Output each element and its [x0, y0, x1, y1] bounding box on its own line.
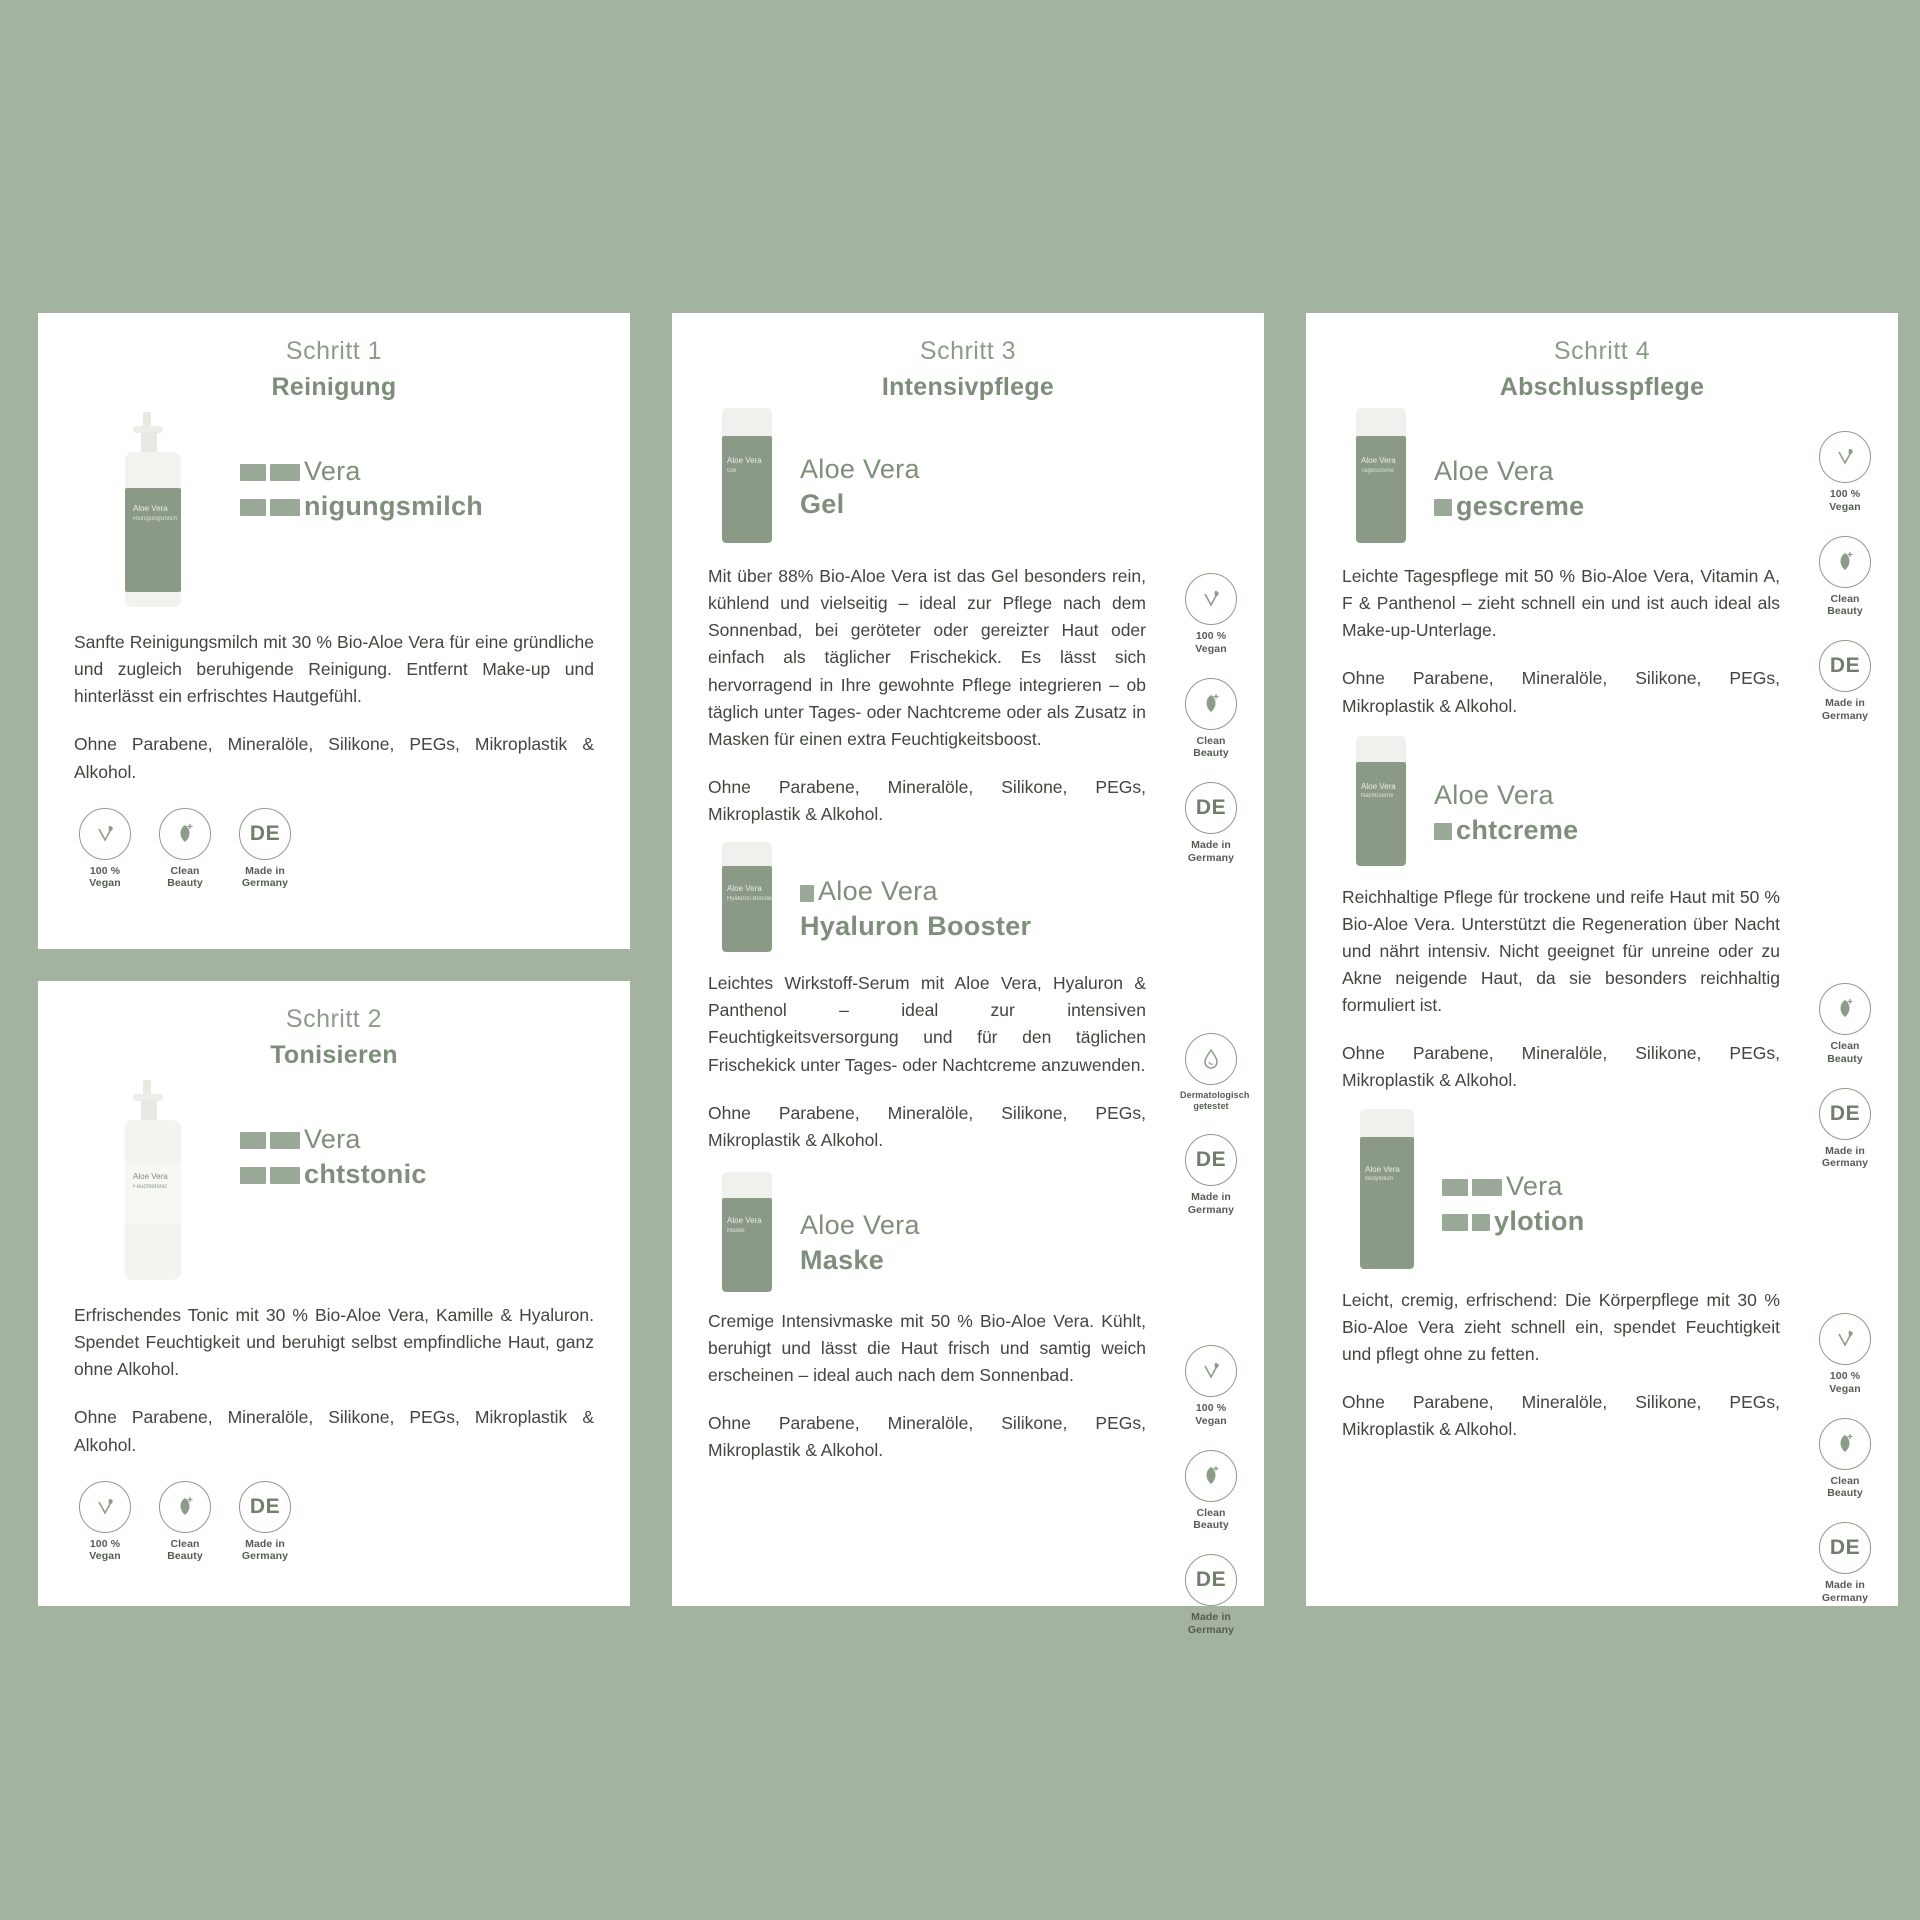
badge-column: [1180, 573, 1242, 865]
badge-made-in-germany: [234, 808, 296, 891]
bottle-label-product: Hyaluron Booster: [727, 895, 774, 902]
badge-made-in-germany: [1180, 1554, 1242, 1637]
brand-text: Vera: [1506, 1170, 1563, 1201]
badge-line1: Made in: [245, 1537, 285, 1550]
product-title-group: [240, 412, 483, 522]
card-header: [38, 313, 630, 402]
masked-block: [1434, 499, 1452, 516]
product-image: [1342, 1109, 1432, 1269]
masked-block: [270, 1132, 300, 1149]
badge-line1: Clean: [1830, 1040, 1860, 1052]
step-label: Schritt 4: [1553, 337, 1651, 365]
product-text: nigungsmilch: [304, 491, 484, 521]
bottle-label-product: Reinigungsmilch: [133, 515, 178, 522]
badge-line1: Dermatologisch: [1180, 1090, 1250, 1100]
leaf-plus-icon: [1185, 1450, 1237, 1502]
product-name-line: [1434, 815, 1578, 846]
bottle-hyaluron-booster: [716, 842, 778, 952]
product-title-group: [800, 1172, 920, 1276]
product-block: [1306, 402, 1898, 720]
product-name-line: [240, 491, 483, 522]
product-title-group: [240, 1080, 427, 1190]
bottle-label-product: Gel: [727, 467, 737, 474]
leaf-plus-icon: [1819, 1418, 1871, 1470]
de-mark: DE: [249, 821, 281, 845]
product-free-from: Ohne Parabene, Mineralöle, Silikone, PEGs, Mikroplastik & Alkohol.: [708, 1413, 1146, 1461]
product-text: gescreme: [1456, 491, 1585, 521]
card-header: [38, 981, 630, 1070]
product-block: [38, 402, 630, 890]
badge-line1: Made in: [1825, 1579, 1865, 1592]
card-header: [672, 313, 1264, 402]
leaf-plus-icon: [159, 808, 211, 860]
badge-line1: 100 %: [89, 864, 121, 877]
badge-line1: Clean: [170, 1537, 200, 1550]
bottle-bodylotion: [1352, 1109, 1422, 1269]
product-brand-line: [800, 876, 1031, 907]
leaf-plus-icon: [159, 1481, 211, 1533]
product-description: Reichhaltige Pflege für trockene und reife Haut mit 50 % Bio-Aloe Vera. Unterstützt die Regeneration über Nacht und nährt intensiv. Nicht geeignet für unreine oder zu Akne neigende Haut, da sie besonders reichhaltig formuliert ist.: [1342, 886, 1780, 1016]
bottle-label-brand: Aloe Vera: [727, 884, 762, 894]
bottle-label-brand: Aloe Vera: [1361, 456, 1396, 465]
badge-line2: Beauty: [1193, 747, 1229, 760]
de-mark: DE: [1829, 1101, 1861, 1125]
bottle-label-brand: Aloe Vera: [133, 1172, 168, 1181]
product-block: [672, 402, 1264, 828]
badge-line2: getestet: [1193, 1100, 1229, 1111]
product-free-from: Ohne Parabene, Mineralöle, Silikone, PEGs, Mikroplastik & Alkohol.: [74, 1407, 594, 1455]
masked-block: [1434, 823, 1452, 840]
leaf-v-icon: [1819, 431, 1871, 483]
bottle-label-product: Feuchtetonic: [133, 1183, 168, 1190]
badge-vegan: [1180, 1345, 1242, 1428]
product-block: [1306, 720, 1898, 1095]
product-brand-line: [240, 456, 483, 487]
leaf-plus-icon: [1185, 678, 1237, 730]
bottle-tonic: [117, 1080, 191, 1280]
badge-line1: Made in: [245, 864, 285, 877]
step-title: Reinigung: [271, 373, 397, 401]
badge-vegan: [74, 808, 136, 891]
badge-line1: Clean: [1196, 734, 1226, 747]
badge-made-in-germany: [1814, 1522, 1876, 1605]
badge-column: [1814, 1313, 1876, 1605]
bottle-cleansing-milk: [117, 412, 191, 607]
product-name-line: [1434, 491, 1585, 522]
product-block: [38, 1070, 630, 1563]
badge-line2: Vegan: [1195, 642, 1227, 655]
badge-line1: Made in: [1191, 1611, 1231, 1624]
card-step-2: [38, 981, 630, 1606]
badge-column: [1180, 1345, 1242, 1637]
product-free-from: Ohne Parabene, Mineralöle, Silikone, PEGs, Mikroplastik & Alkohol.: [74, 734, 594, 782]
bottle-maske: [716, 1172, 778, 1292]
product-image: [708, 408, 786, 543]
product-image: [74, 412, 234, 607]
leaf-v-icon: [1819, 1313, 1871, 1365]
bottle-nachtcreme: [1350, 736, 1412, 866]
product-free-from: Ohne Parabene, Mineralöle, Silikone, PEGs, Mikroplastik & Alkohol.: [1342, 1391, 1780, 1439]
product-name-line: Gel: [800, 489, 845, 519]
badge-clean-beauty: [1814, 983, 1876, 1066]
leaf-v-icon: [1185, 573, 1237, 625]
de-mark: DE: [1829, 1536, 1861, 1560]
de-mark: DE: [1195, 796, 1227, 820]
product-name-line: Maske: [800, 1244, 885, 1275]
badge-clean-beauty: [154, 1481, 216, 1564]
product-title-group: [1442, 1109, 1585, 1237]
product-block: [672, 1154, 1264, 1465]
badge-line2: Vegan: [89, 1550, 121, 1563]
badge-row: [74, 808, 594, 891]
badge-line2: Beauty: [167, 1550, 203, 1563]
step-label: Schritt 1: [285, 337, 383, 365]
product-brand-line: [1442, 1171, 1585, 1202]
bottle-label-brand: Aloe Vera: [133, 504, 168, 513]
badge-vegan: [1814, 431, 1876, 514]
bottle-label-brand: Aloe Vera: [727, 456, 762, 465]
product-block: [672, 828, 1264, 1154]
product-free-from: Ohne Parabene, Mineralöle, Silikone, PEGs, Mikroplastik & Alkohol.: [1342, 1043, 1780, 1091]
badge-line1: 100 %: [1829, 1370, 1861, 1382]
badge-line1: 100 %: [1195, 630, 1227, 642]
de-mark: DE: [1195, 1568, 1227, 1592]
badge-line1: Clean: [1830, 592, 1860, 605]
badge-line2: Beauty: [167, 877, 203, 890]
masked-block: [1442, 1179, 1468, 1196]
badge-line2: Beauty: [1193, 1519, 1229, 1532]
product-title-group: [800, 842, 1031, 942]
badge-made-in-germany: [1814, 640, 1876, 723]
badge-line2: Germany: [1187, 851, 1235, 864]
product-brand-line: [240, 1124, 427, 1155]
badge-line1: Made in: [1825, 697, 1865, 710]
masked-block: [1442, 1214, 1468, 1231]
step-title: Abschlusspflege: [1499, 373, 1705, 401]
product-title-group: [1434, 408, 1585, 522]
bottle-label-product: Bodylotion: [1365, 1176, 1394, 1183]
masked-block: [240, 464, 266, 481]
masked-block: [270, 464, 300, 481]
product-description: Erfrischendes Tonic mit 30 % Bio-Aloe Vera, Kamille & Hyaluron. Spendet Feuchtigkeit und beruhigt selbst empfindliche Haut, ganz ohne Alkohol.: [74, 1305, 594, 1380]
step-title: Tonisieren: [270, 1041, 398, 1069]
product-text: chtcreme: [1456, 814, 1579, 845]
product-description: Leicht, cremig, erfrischend: Die Körperpflege mit 30 % Bio-Aloe Vera zieht schnell ein, spendet Feuchtigkeit und pflegt ohne zu fetten.: [1342, 1289, 1780, 1364]
step-label: Schritt 3: [919, 337, 1017, 365]
badge-clean-beauty: [1814, 536, 1876, 619]
bottle-label-product: Nachtcreme: [1361, 793, 1394, 800]
product-image: [1342, 408, 1420, 543]
product-title-group: [800, 408, 920, 520]
de-icon: [1819, 640, 1871, 692]
badge-line1: Made in: [1191, 839, 1231, 852]
masked-block: [270, 499, 300, 516]
droplet-icon: [1185, 1033, 1237, 1085]
product-brand-line: Aloe Vera: [800, 454, 920, 484]
card-header: [1306, 313, 1898, 402]
de-icon: [1185, 1554, 1237, 1606]
badge-line2: Germany: [1187, 1203, 1235, 1216]
badge-line1: Made in: [1191, 1190, 1231, 1203]
badge-line1: 100 %: [89, 1537, 121, 1550]
product-brand-line: Aloe Vera: [1434, 456, 1554, 486]
masked-block: [1472, 1179, 1502, 1196]
badge-row: [74, 1481, 594, 1564]
product-free-from: Ohne Parabene, Mineralöle, Silikone, PEGs, Mikroplastik & Alkohol.: [708, 776, 1146, 824]
badge-line2: Germany: [1821, 1157, 1869, 1170]
product-free-from: Ohne Parabene, Mineralöle, Silikone, PEGs, Mikroplastik & Alkohol.: [1342, 668, 1780, 716]
badge-vegan: [1180, 573, 1242, 656]
badge-line2: Vegan: [1829, 1382, 1861, 1395]
badge-line1: Clean: [1196, 1506, 1226, 1519]
badge-dermatologically-tested: [1180, 1033, 1250, 1112]
de-icon: [239, 808, 291, 860]
badge-line2: Beauty: [1827, 1052, 1863, 1065]
product-name-line: [240, 1159, 427, 1190]
badge-line2: Germany: [241, 1550, 289, 1563]
brand-text: Vera: [304, 456, 361, 486]
step-label: Schritt 2: [285, 1005, 383, 1033]
badge-clean-beauty: [1814, 1418, 1876, 1501]
badge-clean-beauty: [154, 808, 216, 891]
brand-text: Vera: [304, 1124, 361, 1154]
brand-text: Aloe Vera: [818, 876, 938, 907]
product-brand-line: Aloe Vera: [800, 1209, 920, 1240]
product-description: Sanfte Reinigungsmilch mit 30 % Bio-Aloe Vera für eine gründliche und zugleich beruhigende Reinigung. Entfernt Make-up und hinterlässt ein erfrischtes Hautgefühl.: [74, 632, 594, 707]
product-free-from: Ohne Parabene, Mineralöle, Silikone, PEGs, Mikroplastik & Alkohol.: [708, 1102, 1146, 1150]
badge-line1: Clean: [1830, 1474, 1860, 1487]
badge-line1: 100 %: [1829, 488, 1861, 500]
badge-line2: Germany: [241, 877, 289, 890]
card-step-4: [1306, 313, 1898, 1606]
bottle-label-product: Tagescreme: [1361, 467, 1394, 474]
bottle-tagescreme: [1350, 408, 1412, 543]
badge-line1: 100 %: [1195, 1402, 1227, 1414]
de-icon: [1185, 782, 1237, 834]
badge-clean-beauty: [1180, 1450, 1242, 1533]
de-icon: [1819, 1522, 1871, 1574]
badge-vegan: [1814, 1313, 1876, 1396]
product-image: [74, 1080, 234, 1280]
step-title: Intensivpflege: [881, 373, 1055, 401]
bottle-label-brand: Aloe Vera: [727, 1215, 762, 1225]
badge-line2: Vegan: [1829, 500, 1861, 513]
bottle-label-brand: Aloe Vera: [1361, 781, 1396, 791]
bottle-label-product: Maske: [727, 1227, 745, 1234]
product-description: Leichte Tagespflege mit 50 % Bio-Aloe Vera, Vitamin A, F & Panthenol – zieht schnell ein und ist auch ideal als Make-up-Unterlage.: [1342, 566, 1780, 641]
product-name-line: [1442, 1206, 1585, 1237]
leaf-plus-icon: [1819, 983, 1871, 1035]
badge-line2: Germany: [1187, 1623, 1235, 1636]
product-description: Mit über 88% Bio-Aloe Vera ist das Gel besonders rein, kühlend und vielseitig – ideal zur Pflege nach dem Sonnenbad, bei geröteter oder gereizter Haut oder einfach als täglicher Frischekick. Es lässt sich hervorragend in Ihre gewohnte Pflege integrieren – ob täglich unter Tages- oder Nachtcreme oder als Zusatz in Masken für einen extra Feuchtigkeitsboost.: [708, 566, 1146, 749]
badge-line1: Made in: [1825, 1144, 1865, 1157]
de-mark: DE: [249, 1494, 281, 1518]
leaf-v-icon: [79, 808, 131, 860]
product-title-group: [1434, 736, 1578, 846]
product-block: [1306, 1095, 1898, 1444]
masked-block: [240, 499, 266, 516]
leaf-v-icon: [79, 1481, 131, 1533]
badge-line1: Clean: [170, 864, 200, 877]
badge-line2: Beauty: [1827, 605, 1863, 618]
product-image: [1342, 736, 1420, 866]
badge-line2: Beauty: [1827, 1487, 1863, 1500]
product-image: [708, 842, 786, 952]
masked-block: [800, 885, 814, 902]
de-mark: DE: [1195, 1147, 1227, 1171]
card-step-3: [672, 313, 1264, 1636]
product-description: Cremige Intensivmaske mit 50 % Bio-Aloe Vera. Kühlt, beruhigt und lässt die Haut frisch und samtig weich erscheinen – ideal auch nach dem Sonnenbad.: [708, 1310, 1146, 1386]
masked-block: [240, 1167, 266, 1184]
de-icon: [239, 1481, 291, 1533]
de-mark: DE: [1829, 654, 1861, 678]
leaf-plus-icon: [1819, 536, 1871, 588]
product-text: ylotion: [1494, 1205, 1585, 1236]
badge-column: [1814, 431, 1876, 723]
product-brand-line: Aloe Vera: [1434, 779, 1554, 810]
badge-line2: Germany: [1821, 709, 1869, 722]
product-text: chtstonic: [304, 1159, 427, 1189]
bottle-label-brand: Aloe Vera: [1365, 1164, 1400, 1174]
product-description: Leichtes Wirkstoff-Serum mit Aloe Vera, Hyaluron & Panthenol – ideal zur intensiven Feuchtigkeitsversorgung und für den täglichen Frischekick unter Tages- oder Nachtcreme anzuwenden.: [708, 973, 1146, 1075]
badge-clean-beauty: [1180, 678, 1242, 761]
badge-vegan: [74, 1481, 136, 1564]
masked-block: [1472, 1214, 1490, 1231]
badge-made-in-germany: [234, 1481, 296, 1564]
product-image: [708, 1172, 786, 1292]
badge-line2: Vegan: [1195, 1414, 1227, 1427]
card-step-1: [38, 313, 630, 949]
badge-line2: Vegan: [89, 877, 121, 890]
product-name-line: Hyaluron Booster: [800, 911, 1032, 942]
bottle-gel: [716, 408, 778, 543]
badge-line2: Germany: [1821, 1591, 1869, 1604]
leaf-v-icon: [1185, 1345, 1237, 1397]
masked-block: [240, 1132, 266, 1149]
masked-block: [270, 1167, 300, 1184]
